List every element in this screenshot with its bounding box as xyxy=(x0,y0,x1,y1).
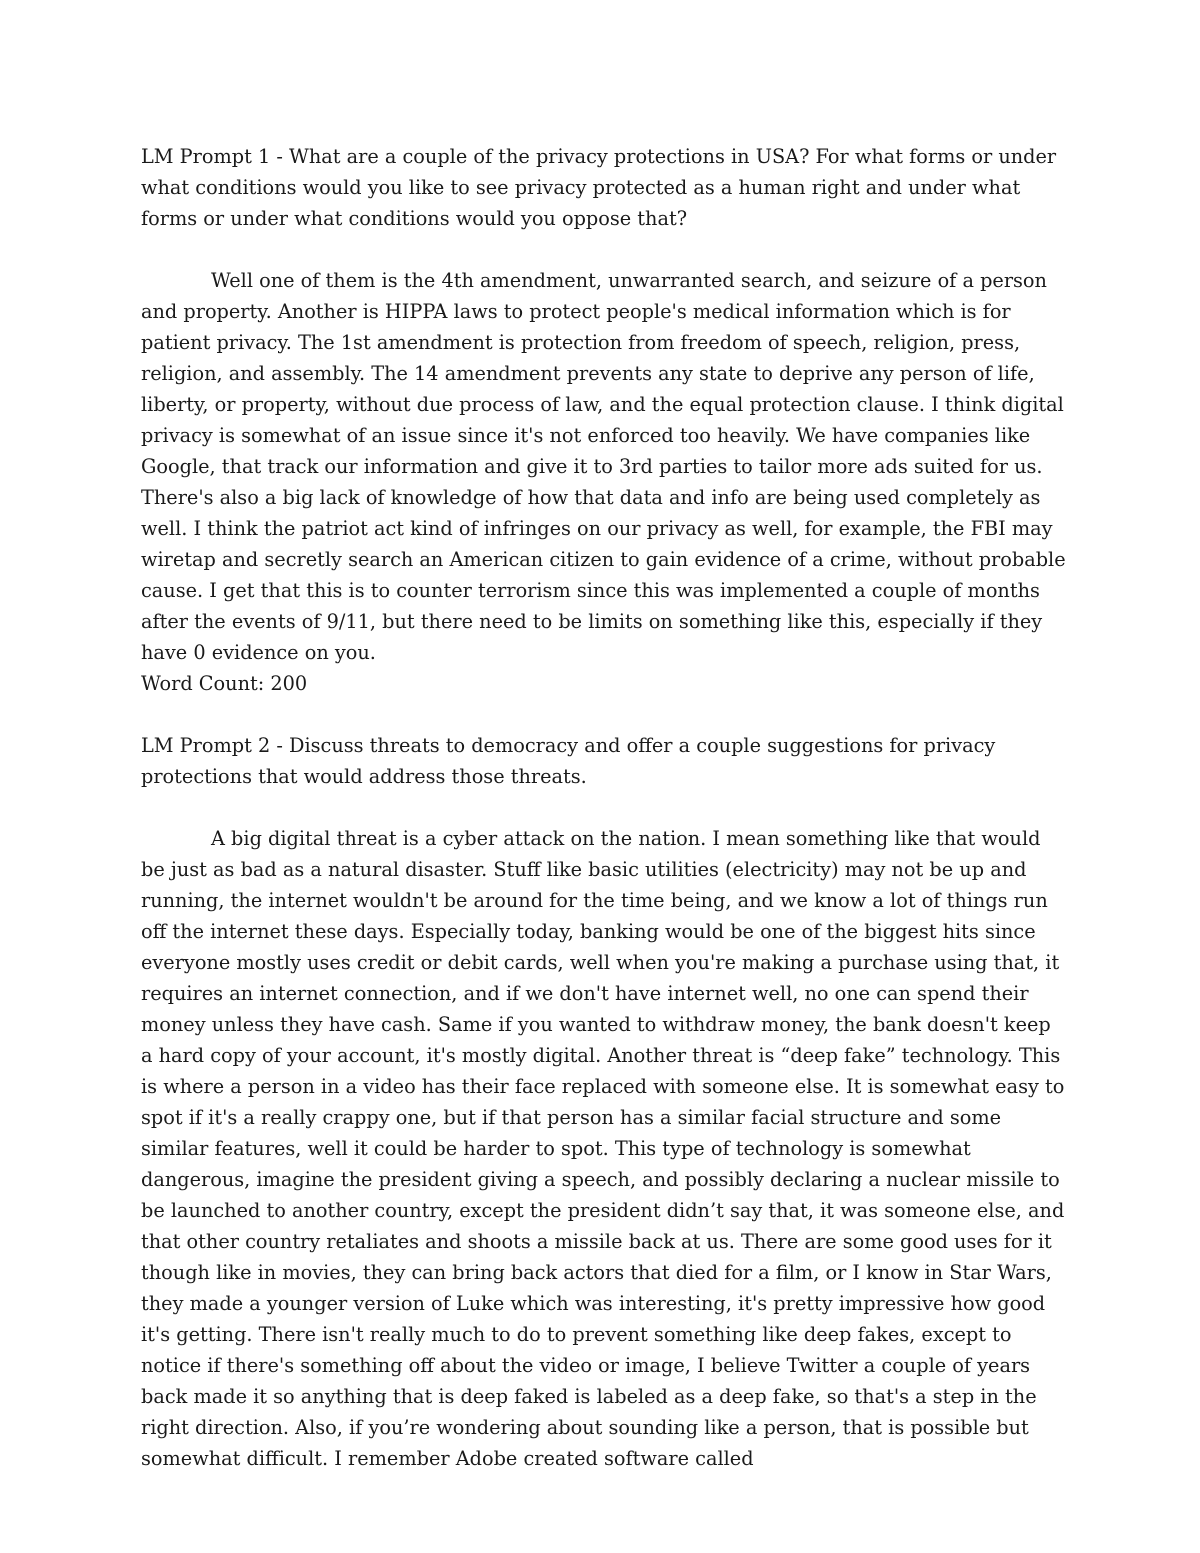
answer-1-paragraph: Well one of them is the 4th amendment, unwarranted search, and seizure of a person and property. Another is HIPPA laws to protect people's medical information which is for patient privacy. The 1st amendment is protection from freedom of speech, religion, press, religion, and assembly. The 14 amendment prevents any state to deprive any person of life, liberty, or property, without due process of law, and the equal protection clause. I think digital privacy is somewhat of an issue since it's not enforced too heavily. We have companies like Google, that track our information and give it to 3rd parties to tailor more ads suited for us. There's also a big lack of knowledge of how that data and info are being used completely as well. I think the patriot act kind of infringes on our privacy as well, for example, the FBI may wiretap and secretly search an American citizen to gain evidence of a crime, without probable cause. I get that this is to counter terrorism since this was implemented a couple of months after the events of 9/11, but there need to be limits on something like this, especially if they have 0 evidence on you. xyxy=(141,269,1066,664)
word-count-1: Word Count: 200 xyxy=(141,672,308,695)
prompt-2-text: LM Prompt 2 - Discuss threats to democracy and offer a couple suggestions for privacy protections that would address those threats. xyxy=(141,734,996,788)
prompt-1-text: LM Prompt 1 - What are a couple of the privacy protections in USA? For what forms or under what conditions would you like to see privacy protected as a human right and under what forms or under what conditions would you oppose that? xyxy=(141,145,1057,230)
answer-2-paragraph: A big digital threat is a cyber attack on the nation. I mean something like that would be just as bad as a natural disaster. Stuff like basic utilities (electricity) may not be up and running, the internet wouldn't be around for the time being, and we know a lot of things run off the internet these days. Especially today, banking would be one of the biggest hits since everyone mostly uses credit or debit cards, well when you're making a purchase using that, it requires an internet connection, and if we don't have internet well, no one can spend their money unless they have cash. Same if you wanted to withdraw money, the bank doesn't keep a hard copy of your account, it's mostly digital. Another threat is “deep fake” technology. This is where a person in a video has their face replaced with someone else. It is somewhat easy to spot if it's a really crappy one, but if that person has a similar facial structure and some similar features, well it could be harder to spot. This type of technology is somewhat dangerous, imagine the president giving a speech, and possibly declaring a nuclear missile to be launched to another country, except the president didn’t say that, it was someone else, and that other country retaliates and shoots a missile back at us. There are some good uses for it though like in movies, they can bring back actors that died for a film, or I know in Star Wars, they made a younger version of Luke which was interesting, it's pretty impressive how good it's getting. There isn't really much to do to prevent something like deep fakes, except to notice if there's something off about the video or image, I believe Twitter a couple of years back made it so anything that is deep faked is labeled as a deep fake, so that's a step in the right direction. Also, if you’re wondering about sounding like a person, that is possible but somewhat difficult. I remember Adobe created software called xyxy=(141,827,1065,1470)
document-body xyxy=(141,141,1066,1474)
